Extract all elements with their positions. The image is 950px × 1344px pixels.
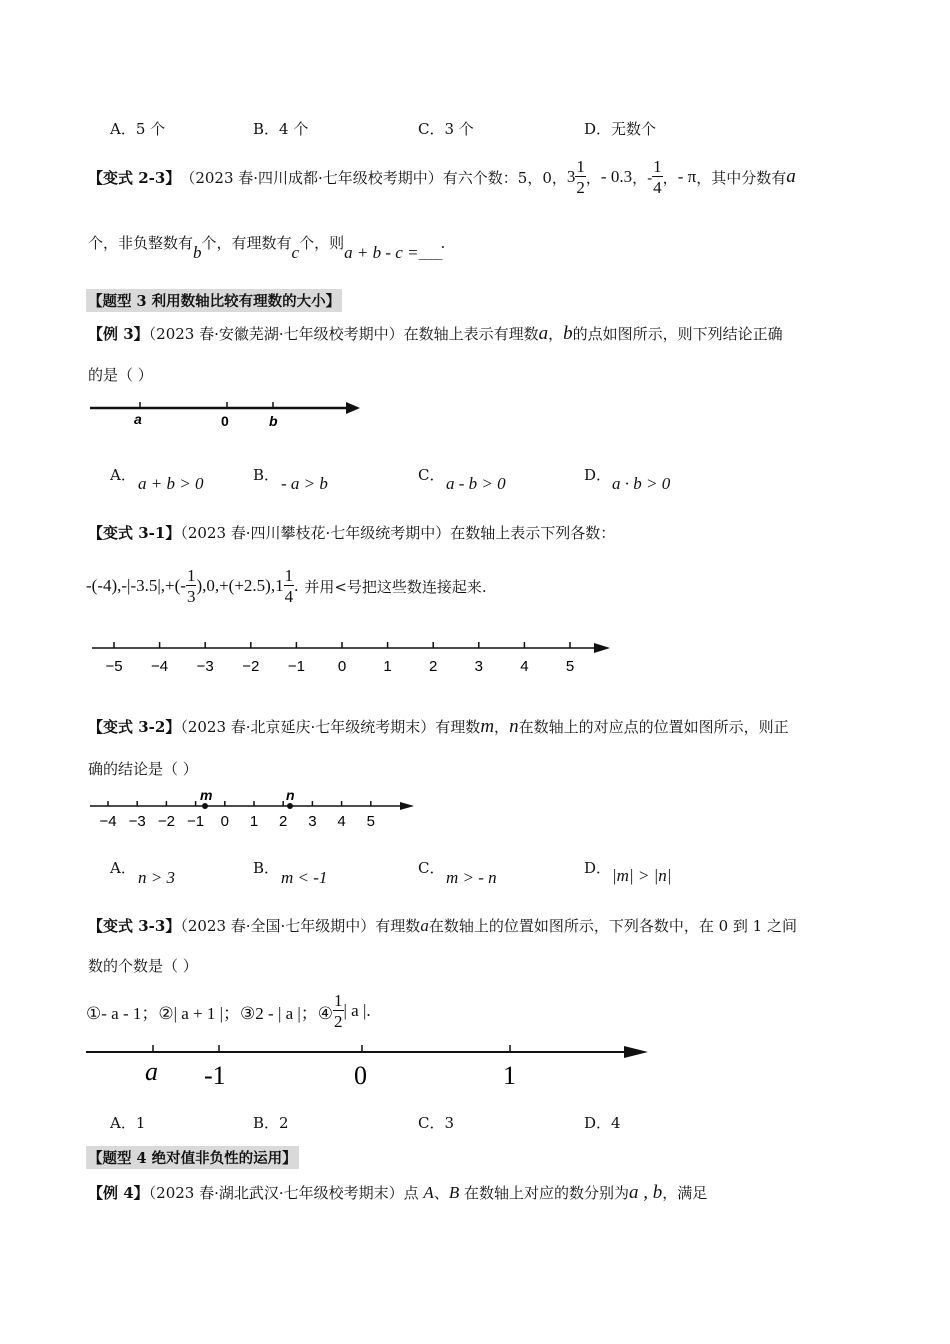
option-a-letter: A． <box>110 466 136 484</box>
option-b-letter: B． <box>253 859 280 877</box>
fraction-one-quarter: $\frac{1}{4}$ <box>653 157 662 197</box>
tick-label: 2 <box>279 813 288 830</box>
tick-label: −4 <box>99 813 117 830</box>
option-c-letter: C． <box>418 466 445 484</box>
tick-label: 3 <box>474 658 483 675</box>
question-3-3-line1: 【变式 3-3】（2023 春·全国·七年级期中）有理数a在数轴上的位置如图所示，下列各数中，在 0 到 1 之间 <box>88 916 797 935</box>
option-a-expr: a + b > 0 <box>138 474 204 493</box>
option-c: C．3 <box>418 1114 455 1132</box>
label-one: 1 <box>503 1061 516 1090</box>
option-b: B．2 <box>253 1114 289 1132</box>
option-b: B．4 个 <box>253 120 309 138</box>
label-a: a <box>134 411 142 427</box>
question-2-3-line2: 个，非负整数有b个，有理数有c个，则a + b - c =____. <box>88 234 446 262</box>
question-2-3-line1: 【变式 2-3】 （2023 春·四川成都·七年级校考期中）有六个数：5，0， 3 $\frac{1}{2}$ ， - 0.3 ，- $\frac{1}{4}$ ， - π ，其中分数有 a <box>88 157 796 197</box>
number-line-3-1 <box>90 638 620 678</box>
option-d-expr: |m| > |n| <box>612 866 672 885</box>
number-line-3-2 <box>88 786 418 830</box>
example-4-line1: 【例 4】（2023 春·湖北武汉·七年级校考期末）点 A、B 在数轴上对应的数分别为a , b，满足 <box>88 1182 708 1203</box>
tick-label: −2 <box>157 813 175 830</box>
answer-blank: ____ <box>418 242 441 260</box>
question-3-1-line1: 【变式 3-1】（2023 春·四川攀枝花·七年级统考期中）在数轴上表示下列各数： <box>88 524 616 542</box>
tick-label: 2 <box>429 658 438 675</box>
question-3-2-line1: 【变式 3-2】（2023 春·北京延庆·七年级统考期末）有理数m，n在数轴上的对应点的位置如图所示，则正 <box>88 716 789 737</box>
option-b-letter: B． <box>253 466 280 484</box>
fraction-one-third: $\frac{1}{3}$ <box>186 566 196 606</box>
tick-label: 4 <box>520 658 529 675</box>
example-3-line1: 【例 3】（2023 春·安徽芜湖·七年级校考期中）在数轴上表示有理数a，b的点如图所示，则下列结论正确 <box>88 323 783 344</box>
answer-expression: a + b - c = <box>344 243 419 262</box>
question-text: （2023 春·四川成都·七年级校考期中）有六个数：5，0， <box>180 168 567 187</box>
tick-label: 5 <box>565 658 575 675</box>
option-b-expr: - a > b <box>281 474 328 493</box>
tick-label: −1 <box>187 813 205 830</box>
tick-label: −3 <box>128 813 146 830</box>
option-d: D．4 <box>584 1114 621 1132</box>
tick-label: −4 <box>151 658 169 675</box>
option-c-letter: C． <box>418 859 445 877</box>
fraction-one-half: $\frac{1}{2}$ <box>334 991 343 1031</box>
label-zero: 0 <box>221 413 229 429</box>
example-3-line2: 的是（ ） <box>88 366 153 384</box>
question-3-2-line2: 确的结论是（ ） <box>88 760 198 778</box>
question-3-1-expression: -(-4),-|-3.5|,+(- $\frac{1}{3}$ ),0,+(+2.5),1 $\frac{1}{4}$ . 并用<号把这些数连接起来. <box>86 566 487 606</box>
label-minus-one: -1 <box>204 1061 226 1090</box>
label-a: a <box>145 1057 158 1086</box>
label-m: m <box>200 787 213 803</box>
fraction-one-quarter: $\frac{1}{4}$ <box>284 566 294 606</box>
question-tag: 【变式 2-3】 <box>88 168 181 187</box>
option-d-letter: D． <box>584 859 612 877</box>
mixed-number-whole: 3 <box>566 167 576 186</box>
label-n: n <box>286 787 295 803</box>
option-a: A．1 <box>110 1114 146 1132</box>
tick-label: 0 <box>337 658 347 675</box>
point-m <box>202 803 208 809</box>
tick-label: 0 <box>220 813 229 830</box>
fraction-one-half: $\frac{1}{2}$ <box>576 157 585 197</box>
option-a: A．5 个 <box>110 120 166 138</box>
label-b: b <box>269 413 278 429</box>
tick-label: 3 <box>308 813 317 830</box>
tick-label: −1 <box>287 658 305 675</box>
question-3-3-items: ①- a - 1；②| a + 1 |；③2 - | a |；④ $\frac{1}{2}$ | a |. <box>86 991 371 1031</box>
option-d-letter: D． <box>584 466 612 484</box>
tick-label: 1 <box>383 658 392 675</box>
option-d: D．无数个 <box>584 120 657 138</box>
option-c-expr: a - b > 0 <box>446 474 506 493</box>
tick-label: 1 <box>249 813 259 830</box>
number-line-3-3 <box>86 1042 656 1090</box>
option-d-expr: a · b > 0 <box>612 474 671 493</box>
tick-label: 4 <box>337 813 346 830</box>
section-heading-type3: 【题型 3 利用数轴比较有理数的大小】 <box>86 289 342 312</box>
tick-label: −3 <box>196 658 214 675</box>
option-b-expr: m < -1 <box>281 868 328 887</box>
option-a-expr: n > 3 <box>138 868 175 887</box>
tick-label: 5 <box>366 813 375 830</box>
point-n <box>287 803 293 809</box>
number-line-example-3 <box>88 396 368 432</box>
tick-label: −5 <box>105 658 123 675</box>
option-c-expr: m > - n <box>446 868 497 887</box>
label-zero: 0 <box>354 1061 367 1090</box>
option-c: C．3 个 <box>418 120 474 138</box>
option-a-letter: A． <box>110 859 136 877</box>
tick-label: −2 <box>242 658 260 675</box>
question-3-3-line2: 数的个数是（ ） <box>88 957 198 975</box>
section-heading-type4: 【题型 4 绝对值非负性的运用】 <box>86 1146 299 1169</box>
